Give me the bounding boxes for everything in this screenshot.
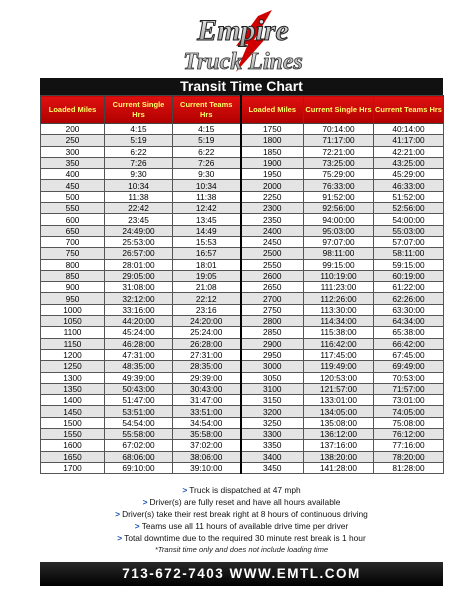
table-cell: 12:42 [173,203,241,214]
table-row [41,417,444,428]
table-cell: 1100 [41,327,105,338]
table-cell: 10:34 [105,180,173,191]
table-cell: 77:16:00 [374,440,444,451]
table-cell: 23:16 [173,304,241,315]
table-cell: 99:15:00 [304,259,374,270]
table-cell: 1950 [241,169,304,180]
table-cell: 120:53:00 [304,372,374,383]
table-cell: 71:17:00 [304,135,374,146]
table-cell: 11:38 [105,191,173,202]
table-cell: 69:49:00 [374,361,444,372]
table-cell: 2500 [241,248,304,259]
logo-text-empire: Empire [197,14,289,47]
table-cell: 2300 [241,203,304,214]
table-cell: 75:08:00 [374,417,444,428]
table-cell: 800 [41,259,105,270]
table-cell: 3400 [241,451,304,462]
table-cell: 42:21:00 [374,146,444,157]
table-cell: 78:20:00 [374,451,444,462]
table-cell: 1450 [41,406,105,417]
table-cell: 23:45 [105,214,173,225]
table-cell: 6:22 [173,146,241,157]
table-row [41,203,444,214]
table-cell: 550 [41,203,105,214]
table-row [41,270,444,281]
table-cell: 7:26 [105,157,173,168]
table-cell: 38:06:00 [173,451,241,462]
table-cell: 94:00:00 [304,214,374,225]
table-cell: 117:45:00 [304,349,374,360]
table-cell: 116:42:00 [304,338,374,349]
table-cell: 1500 [41,417,105,428]
table-cell: 70:53:00 [374,372,444,383]
table-cell: 3350 [241,440,304,451]
table-cell: 119:49:00 [304,361,374,372]
table-cell: 51:52:00 [374,191,444,202]
table-cell: 114:34:00 [304,316,374,327]
table-cell: 113:30:00 [304,304,374,315]
table-cell: 73:25:00 [304,157,374,168]
table-row [41,157,444,168]
table-cell: 14:49 [173,225,241,236]
arrow-icon: > [142,497,148,507]
table-body [41,124,444,474]
table-cell: 1650 [41,451,105,462]
table-cell: 137:16:00 [304,440,374,451]
table-cell: 16:57 [173,248,241,259]
table-cell: 2700 [241,293,304,304]
table-cell: 2800 [241,316,304,327]
table-cell: 30:43:00 [173,383,241,394]
footnote: *Transit time only and does not include loading time [154,545,329,554]
table-cell: 2550 [241,259,304,270]
table-cell: 28:35:00 [173,361,241,372]
table-cell: 32:12:00 [105,293,173,304]
logo-text-truck-lines: Truck Lines [183,49,303,75]
table-cell: 350 [41,157,105,168]
table-cell: 1850 [241,146,304,157]
table-cell: 24:49:00 [105,225,173,236]
table-cell: 1800 [241,135,304,146]
table-cell: 2400 [241,225,304,236]
note-item: > Truck is dispatched at 47 mph [182,485,301,495]
table-row [41,124,444,135]
table-cell: 27:31:00 [173,349,241,360]
table-cell: 44:20:00 [105,316,173,327]
table-cell: 59:15:00 [374,259,444,270]
table-cell: 67:45:00 [374,349,444,360]
table-cell: 1700 [41,462,105,473]
table-cell: 51:47:00 [105,395,173,406]
table-cell: 500 [41,191,105,202]
table-cell: 55:58:00 [105,429,173,440]
table-cell: 750 [41,248,105,259]
table-cell: 2900 [241,338,304,349]
table-cell: 121:57:00 [304,383,374,394]
note-item: > Total downtime due to the required 30 minute rest break is 1 hour [117,533,366,543]
table-cell: 45:29:00 [374,169,444,180]
table-row [41,304,444,315]
col-header-loaded-miles: Loaded Miles [41,96,105,124]
table-cell: 22:42 [105,203,173,214]
col-header-single-hrs-2: Current Single Hrs [304,96,374,124]
table-cell: 3250 [241,417,304,428]
arrow-icon: > [134,521,140,531]
table-cell: 25:24:00 [173,327,241,338]
table-cell: 2750 [241,304,304,315]
table-cell: 29:05:00 [105,270,173,281]
table-cell: 1600 [41,440,105,451]
table-cell: 47:31:00 [105,349,173,360]
table-cell: 63:30:00 [374,304,444,315]
col-header-teams-hrs-2: Current Teams Hrs [374,96,444,124]
table-cell: 52:56:00 [374,203,444,214]
table-cell: 3000 [241,361,304,372]
note-item: > Teams use all 11 hours of available drive time per driver [134,521,349,531]
table-cell: 2250 [241,191,304,202]
table-cell: 110:19:00 [304,270,374,281]
table-cell: 115:38:00 [304,327,374,338]
table-cell: 5:19 [105,135,173,146]
table-cell: 450 [41,180,105,191]
table-cell: 24:20:00 [173,316,241,327]
table-row [41,180,444,191]
table-cell: 67:02:00 [105,440,173,451]
table-cell: 1400 [41,395,105,406]
table-cell: 3150 [241,395,304,406]
table-cell: 1000 [41,304,105,315]
table-cell: 39:10:00 [173,462,241,473]
table-cell: 25:53:00 [105,236,173,247]
table-cell: 400 [41,169,105,180]
table-cell: 57:07:00 [374,236,444,247]
table-cell: 7:26 [173,157,241,168]
table-cell: 22:12 [173,293,241,304]
table-cell: 111:23:00 [304,282,374,293]
table-row [41,293,444,304]
table-cell: 69:10:00 [105,462,173,473]
table-cell: 49:39:00 [105,372,173,383]
table-cell: 3450 [241,462,304,473]
table-cell: 900 [41,282,105,293]
table-cell: 58:11:00 [374,248,444,259]
table-cell: 2650 [241,282,304,293]
table-cell: 250 [41,135,105,146]
table-cell: 5:19 [173,135,241,146]
table-cell: 700 [41,236,105,247]
table-row [41,349,444,360]
table-cell: 71:57:00 [374,383,444,394]
transit-chart-page [40,6,443,581]
table-cell: 35:58:00 [173,429,241,440]
table-cell: 75:29:00 [304,169,374,180]
table-cell: 10:34 [173,180,241,191]
table-cell: 850 [41,270,105,281]
table-cell: 13:45 [173,214,241,225]
table-cell: 19:05 [173,270,241,281]
table-cell: 68:06:00 [105,451,173,462]
table-cell: 15:53 [173,236,241,247]
table-cell: 650 [41,225,105,236]
table-cell: 18:01 [173,259,241,270]
table-row [41,282,444,293]
table-cell: 26:28:00 [173,338,241,349]
table-cell: 136:12:00 [304,429,374,440]
table-cell: 31:08:00 [105,282,173,293]
table-cell: 134:05:00 [304,406,374,417]
table-cell: 26:57:00 [105,248,173,259]
table-cell: 41:17:00 [374,135,444,146]
table-cell: 98:11:00 [304,248,374,259]
table-cell: 4:15 [105,124,173,135]
table-cell: 141:28:00 [304,462,374,473]
arrow-icon: > [182,485,188,495]
table-cell: 28:01:00 [105,259,173,270]
table-cell: 1550 [41,429,105,440]
table-cell: 73:01:00 [374,395,444,406]
table-row [41,169,444,180]
col-header-teams-hrs: Current Teams Hrs [173,96,241,124]
table-cell: 45:24:00 [105,327,173,338]
table-cell: 76:12:00 [374,429,444,440]
table-row [41,327,444,338]
table-cell: 76:33:00 [304,180,374,191]
table-cell: 2450 [241,236,304,247]
table-row [41,451,444,462]
table-cell: 3050 [241,372,304,383]
table-cell: 1350 [41,383,105,394]
table-header-row [41,96,444,124]
table-cell: 33:16:00 [105,304,173,315]
table-cell: 65:38:00 [374,327,444,338]
arrow-icon: > [117,533,123,543]
table-cell: 135:08:00 [304,417,374,428]
table-row [41,429,444,440]
table-cell: 60:19:00 [374,270,444,281]
table-cell: 1250 [41,361,105,372]
table-cell: 50:43:00 [105,383,173,394]
table-cell: 2350 [241,214,304,225]
table-cell: 2600 [241,270,304,281]
table-cell: 4:15 [173,124,241,135]
table-cell: 43:25:00 [374,157,444,168]
table-cell: 54:54:00 [105,417,173,428]
table-row [41,191,444,202]
table-row [41,146,444,157]
table-cell: 46:28:00 [105,338,173,349]
table-cell: 37:02:00 [173,440,241,451]
table-cell: 40:14:00 [374,124,444,135]
table-cell: 138:20:00 [304,451,374,462]
table-cell: 62:26:00 [374,293,444,304]
transit-time-table [40,95,444,474]
table-cell: 33:51:00 [173,406,241,417]
table-cell: 21:08 [173,282,241,293]
table-row [41,248,444,259]
table-cell: 53:51:00 [105,406,173,417]
table-cell: 300 [41,146,105,157]
note-item: > Driver(s) are fully reset and have all hours available [142,497,341,507]
table-cell: 48:35:00 [105,361,173,372]
table-cell: 1900 [241,157,304,168]
table-cell: 2950 [241,349,304,360]
arrow-icon: > [115,509,121,519]
chart-title: Transit Time Chart [40,78,443,95]
table-cell: 133:01:00 [304,395,374,406]
col-header-single-hrs: Current Single Hrs [105,96,173,124]
table-row [41,406,444,417]
table-cell: 72:21:00 [304,146,374,157]
empire-truck-lines-logo [40,6,443,78]
table-cell: 64:34:00 [374,316,444,327]
table-row [41,259,444,270]
table-cell: 29:39:00 [173,372,241,383]
table-cell: 34:54:00 [173,417,241,428]
col-header-loaded-miles-2: Loaded Miles [241,96,304,124]
table-row [41,361,444,372]
table-cell: 95:03:00 [304,225,374,236]
table-cell: 61:22:00 [374,282,444,293]
table-cell: 55:03:00 [374,225,444,236]
table-row [41,395,444,406]
table-row [41,225,444,236]
table-cell: 11:38 [173,191,241,202]
table-row [41,214,444,225]
table-row [41,440,444,451]
table-cell: 97:07:00 [304,236,374,247]
table-cell: 3200 [241,406,304,417]
table-cell: 70:14:00 [304,124,374,135]
table-cell: 54:00:00 [374,214,444,225]
table-cell: 1150 [41,338,105,349]
contact-footer: 713-672-7403 WWW.EMTL.COM [40,562,443,586]
notes-section [40,484,443,555]
table-cell: 74:05:00 [374,406,444,417]
table-cell: 6:22 [105,146,173,157]
table-cell: 1300 [41,372,105,383]
table-cell: 3100 [241,383,304,394]
table-cell: 1750 [241,124,304,135]
table-row [41,462,444,473]
table-cell: 2850 [241,327,304,338]
table-cell: 600 [41,214,105,225]
table-row [41,338,444,349]
table-row [41,316,444,327]
table-cell: 46:33:00 [374,180,444,191]
table-cell: 81:28:00 [374,462,444,473]
table-cell: 950 [41,293,105,304]
table-cell: 66:42:00 [374,338,444,349]
table-cell: 9:30 [173,169,241,180]
table-cell: 9:30 [105,169,173,180]
note-item: > Driver(s) take their rest break right at 8 hours of continuous driving [115,509,368,519]
table-cell: 200 [41,124,105,135]
table-cell: 1050 [41,316,105,327]
table-cell: 1200 [41,349,105,360]
table-row [41,372,444,383]
table-cell: 3300 [241,429,304,440]
table-row [41,383,444,394]
table-cell: 112:26:00 [304,293,374,304]
table-cell: 31:47:00 [173,395,241,406]
table-row [41,135,444,146]
table-cell: 92:56:00 [304,203,374,214]
table-row [41,236,444,247]
table-cell: 91:52:00 [304,191,374,202]
table-cell: 2000 [241,180,304,191]
